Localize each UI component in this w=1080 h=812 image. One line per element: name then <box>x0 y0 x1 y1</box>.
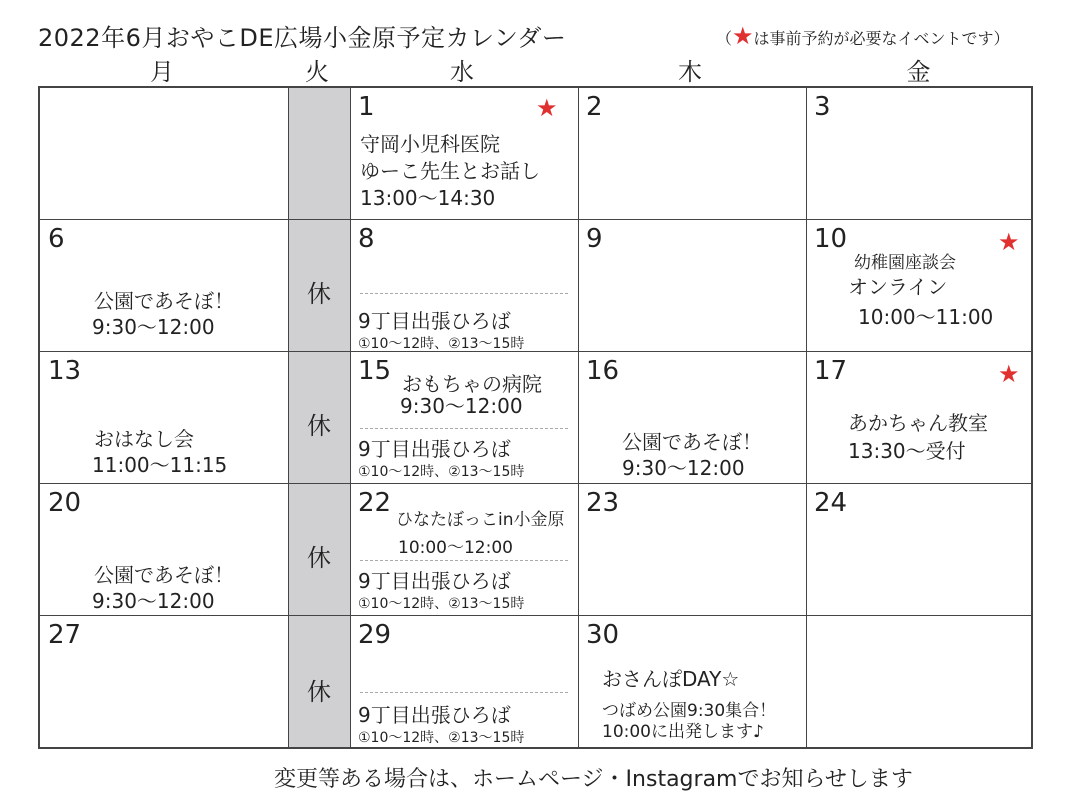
event-text: 公園であそぼ！ <box>94 289 234 313</box>
divider <box>40 483 1031 484</box>
weekday-thu: 木 <box>678 58 702 86</box>
separator <box>360 293 568 294</box>
calendar-title: 2022年6月おやこDE広場小金原予定カレンダー <box>38 24 567 52</box>
divider <box>40 219 1031 220</box>
day-number: 15 <box>358 356 392 386</box>
separator <box>360 428 568 429</box>
closed-label: 休 <box>307 678 331 706</box>
divider <box>350 88 351 747</box>
day-number: 27 <box>48 620 82 650</box>
note-text: は事前予約が必要なイベントです） <box>753 29 1010 48</box>
divider <box>40 615 1031 616</box>
divider <box>578 88 579 747</box>
event-text: 9:30〜12:00 <box>622 456 745 480</box>
event-text: 10:00に出発します♪ <box>602 722 764 742</box>
note-paren: （ <box>716 29 733 48</box>
event-text: 公園であそぼ！ <box>622 430 762 454</box>
event-text: 9:30〜12:00 <box>400 394 523 418</box>
event-text: 11:00〜11:15 <box>92 453 228 477</box>
divider <box>40 351 1031 352</box>
event-text: 10:00〜12:00 <box>398 538 513 558</box>
event-text: 9丁目出張ひろば <box>358 309 511 333</box>
day-number: 20 <box>48 488 82 518</box>
day-number: 2 <box>586 92 603 122</box>
closed-label: 休 <box>307 280 331 308</box>
event-text: ゆーこ先生とお話し <box>360 159 540 183</box>
day-number: 30 <box>586 620 620 650</box>
event-time: ①10〜12時、②13〜15時 <box>358 596 525 612</box>
event-text: あかちゃん教室 <box>848 411 988 435</box>
event-text: 13:00〜14:30 <box>360 186 496 210</box>
day-number: 17 <box>814 356 848 386</box>
weekday-tue: 火 <box>305 58 329 86</box>
day-number: 6 <box>48 224 65 254</box>
separator <box>360 560 568 561</box>
event-text: 幼稚園座談会 <box>854 253 956 273</box>
weekday-mon: 月 <box>150 58 174 86</box>
calendar-grid <box>38 86 1033 749</box>
event-text: 9:30〜12:00 <box>92 589 215 613</box>
event-time: ①10〜12時、②13〜15時 <box>358 730 525 746</box>
event-text: 13:30〜受付 <box>848 439 966 463</box>
event-text: 9:30〜12:00 <box>92 315 215 339</box>
reservation-star-icon: ★ <box>998 360 1020 388</box>
event-text: おはなし会 <box>94 427 194 451</box>
divider <box>806 88 807 747</box>
event-text: おもちゃの病院 <box>402 372 542 396</box>
event-text: ひなたぼっこin小金原 <box>396 510 565 530</box>
day-number: 29 <box>358 620 392 650</box>
event-text: 9丁目出張ひろば <box>358 569 511 593</box>
separator <box>360 692 568 693</box>
closed-label: 休 <box>307 412 331 440</box>
day-number: 8 <box>358 224 375 254</box>
event-text: つばめ公園9:30集合！ <box>602 701 777 721</box>
event-text: おさんぽDAY☆ <box>602 667 740 691</box>
event-text: 守岡小児科医院 <box>360 132 500 156</box>
day-number: 24 <box>814 488 848 518</box>
day-number: 13 <box>48 356 82 386</box>
reservation-note <box>716 22 1010 50</box>
event-text: 10:00〜11:00 <box>858 305 994 329</box>
day-number: 23 <box>586 488 620 518</box>
weekday-fri: 金 <box>906 58 931 86</box>
reservation-star-icon: ★ <box>536 94 558 122</box>
day-number: 1 <box>358 92 375 122</box>
footer-note: 変更等ある場合は、ホームページ・Instagramでお知らせします <box>274 767 913 792</box>
event-text: 9丁目出張ひろば <box>358 703 511 727</box>
day-number: 16 <box>586 356 620 386</box>
event-time: ①10〜12時、②13〜15時 <box>358 464 525 480</box>
day-number: 22 <box>358 488 392 518</box>
note-star-icon: ★ <box>732 22 754 50</box>
weekday-wed: 水 <box>450 58 474 86</box>
day-number: 3 <box>814 92 831 122</box>
closed-label: 休 <box>307 544 331 572</box>
day-number: 9 <box>586 224 603 254</box>
event-text: オンライン <box>848 275 948 299</box>
day-number: 10 <box>814 224 848 254</box>
event-text: 9丁目出張ひろば <box>358 437 511 461</box>
event-text: 公園であそぼ！ <box>94 563 234 587</box>
reservation-star-icon: ★ <box>998 228 1020 256</box>
event-time: ①10〜12時、②13〜15時 <box>358 336 525 352</box>
